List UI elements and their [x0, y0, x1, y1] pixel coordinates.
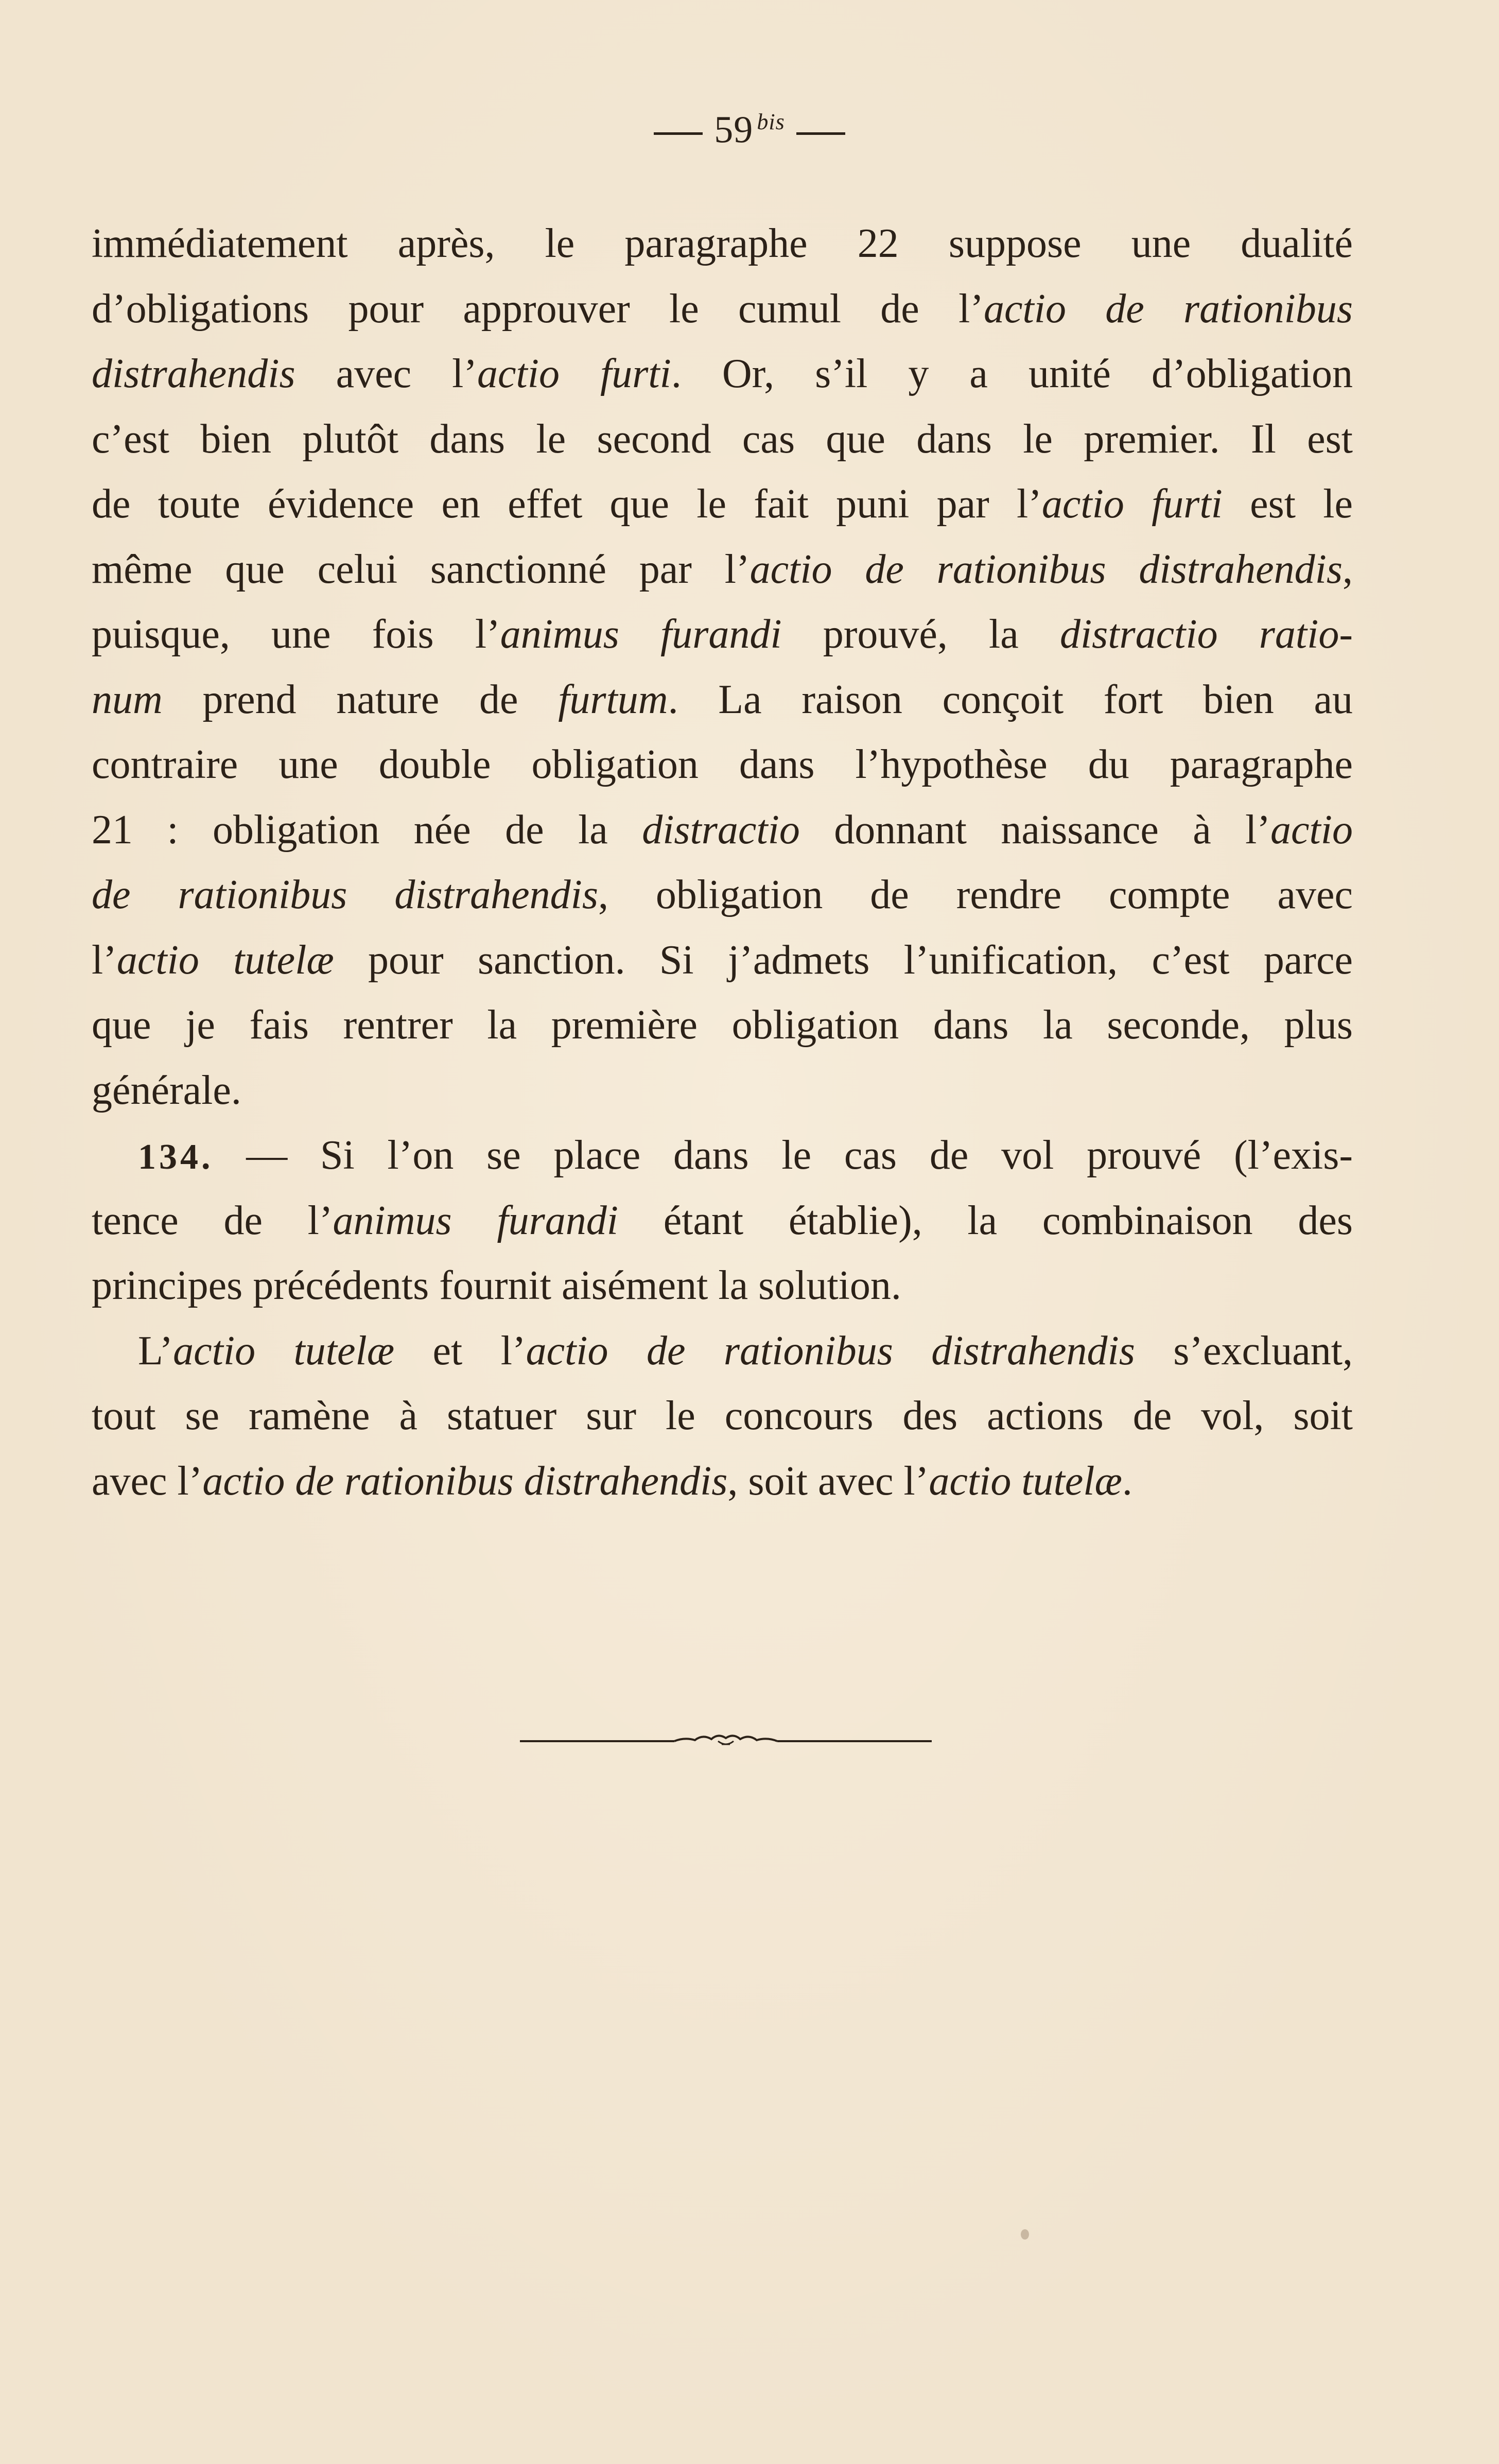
text-line	[92, 1318, 1353, 1384]
page-number: 59	[714, 109, 754, 151]
italic-term: actio furti	[477, 351, 671, 396]
italic-term: actio de rationibus distrahendis	[202, 1458, 728, 1504]
text-segment: avec l’	[92, 1458, 203, 1504]
italic-term: furtum	[558, 676, 668, 722]
text-segment: .	[1122, 1458, 1132, 1504]
text-segment: tout se ramène à statuer sur le concours des actions de vol, soit	[92, 1393, 1353, 1438]
text-segment: avec l’	[295, 351, 478, 396]
text-segment: donnant naissance à l’	[799, 807, 1271, 853]
italic-term: actio tutelæ	[929, 1458, 1122, 1504]
header-dash-left	[654, 132, 703, 135]
text-segment: même que celui sanctionné par l’	[92, 546, 750, 592]
text-segment: et l’	[394, 1328, 526, 1374]
text-line	[92, 1123, 1353, 1188]
text-segment: , obligation de rendre compte avec	[598, 872, 1353, 917]
text-segment: . Or, s’il y a unité d’obligation	[671, 351, 1353, 396]
text-line	[92, 211, 1353, 276]
text-segment: contraire une double obligation dans l’hypothèse du paragraphe	[92, 742, 1353, 787]
text-segment: générale.	[92, 1067, 241, 1113]
text-line	[92, 1449, 1353, 1514]
text-segment: pour sanction. Si j’admets l’unification, c’est parce	[334, 937, 1353, 983]
text-line	[92, 732, 1353, 797]
text-segment: L’	[138, 1328, 173, 1374]
paragraph-number: 134.	[138, 1137, 214, 1177]
text-segment: prend nature de	[162, 676, 559, 722]
italic-term: actio de rationibus	[983, 286, 1353, 332]
italic-term: animus furandi	[500, 612, 782, 657]
italic-term: actio furti	[1041, 481, 1223, 527]
text-line	[92, 1188, 1353, 1254]
text-segment: l’	[92, 937, 117, 983]
text-line	[92, 1383, 1353, 1449]
text-segment: s’excluant,	[1135, 1328, 1353, 1374]
text-segment: est le	[1222, 481, 1353, 527]
text-line	[92, 797, 1353, 863]
header-dash-right	[796, 132, 845, 135]
text-segment: puisque, une fois l’	[92, 612, 500, 657]
italic-term: actio	[1270, 807, 1353, 853]
italic-term: actio de rationibus distrahendis	[526, 1328, 1135, 1374]
text-segment: étant établie), la combinaison des	[618, 1198, 1353, 1243]
text-segment: d’obligations pour approuver le cumul de l’	[92, 286, 984, 332]
text-line	[92, 1253, 1353, 1318]
text-segment: que je fais rentrer la première obligation dans la seconde, plus	[92, 1002, 1353, 1048]
text-segment: 21 : obligation née de la	[92, 807, 642, 853]
text-segment: de toute évidence en effet que le fait puni par l’	[92, 481, 1042, 527]
fleuron-rule-ornament-icon	[520, 1730, 932, 1750]
page-number-suffix: bis	[757, 109, 785, 134]
text-line	[92, 928, 1353, 993]
italic-term: num	[92, 676, 163, 722]
italic-term: actio tutelæ	[116, 937, 334, 983]
text-line	[92, 1058, 1353, 1123]
running-header	[0, 111, 1499, 149]
italic-term: actio de rationibus distrahendis	[749, 546, 1343, 592]
text-segment: principes précédents fournit aisément la solution.	[92, 1263, 901, 1308]
italic-term: actio tutelæ	[173, 1328, 395, 1374]
italic-term: animus furandi	[333, 1198, 618, 1243]
paper-speck	[1021, 2229, 1029, 2240]
text-segment: ,	[1343, 546, 1353, 592]
text-line	[92, 407, 1353, 472]
text-line	[92, 602, 1353, 667]
text-line	[92, 993, 1353, 1058]
italic-term: distractio	[642, 807, 800, 853]
italic-term: distrahendis	[92, 351, 295, 396]
text-segment: c’est bien plutôt dans le second cas que dans le premier. Il est	[92, 416, 1353, 462]
text-segment: prouvé, la	[781, 612, 1060, 657]
text-line	[92, 341, 1353, 407]
text-segment: immédiatement après, le paragraphe 22 suppose une dualité	[92, 221, 1353, 266]
text-line	[92, 862, 1353, 928]
text-segment: . La raison conçoit fort bien au	[668, 676, 1353, 722]
text-segment: tence de l’	[92, 1198, 333, 1243]
text-line	[92, 472, 1353, 537]
text-segment: — Si l’on se place dans le cas de vol prouvé (l’exis-	[213, 1133, 1353, 1178]
text-line	[92, 667, 1353, 733]
text-segment: , soit avec l’	[727, 1458, 929, 1504]
italic-term: de rationibus distrahendis	[92, 872, 598, 917]
text-line	[92, 537, 1353, 602]
body-text	[92, 211, 1353, 1514]
italic-term: distractio ratio-	[1059, 612, 1353, 657]
text-line	[92, 276, 1353, 342]
